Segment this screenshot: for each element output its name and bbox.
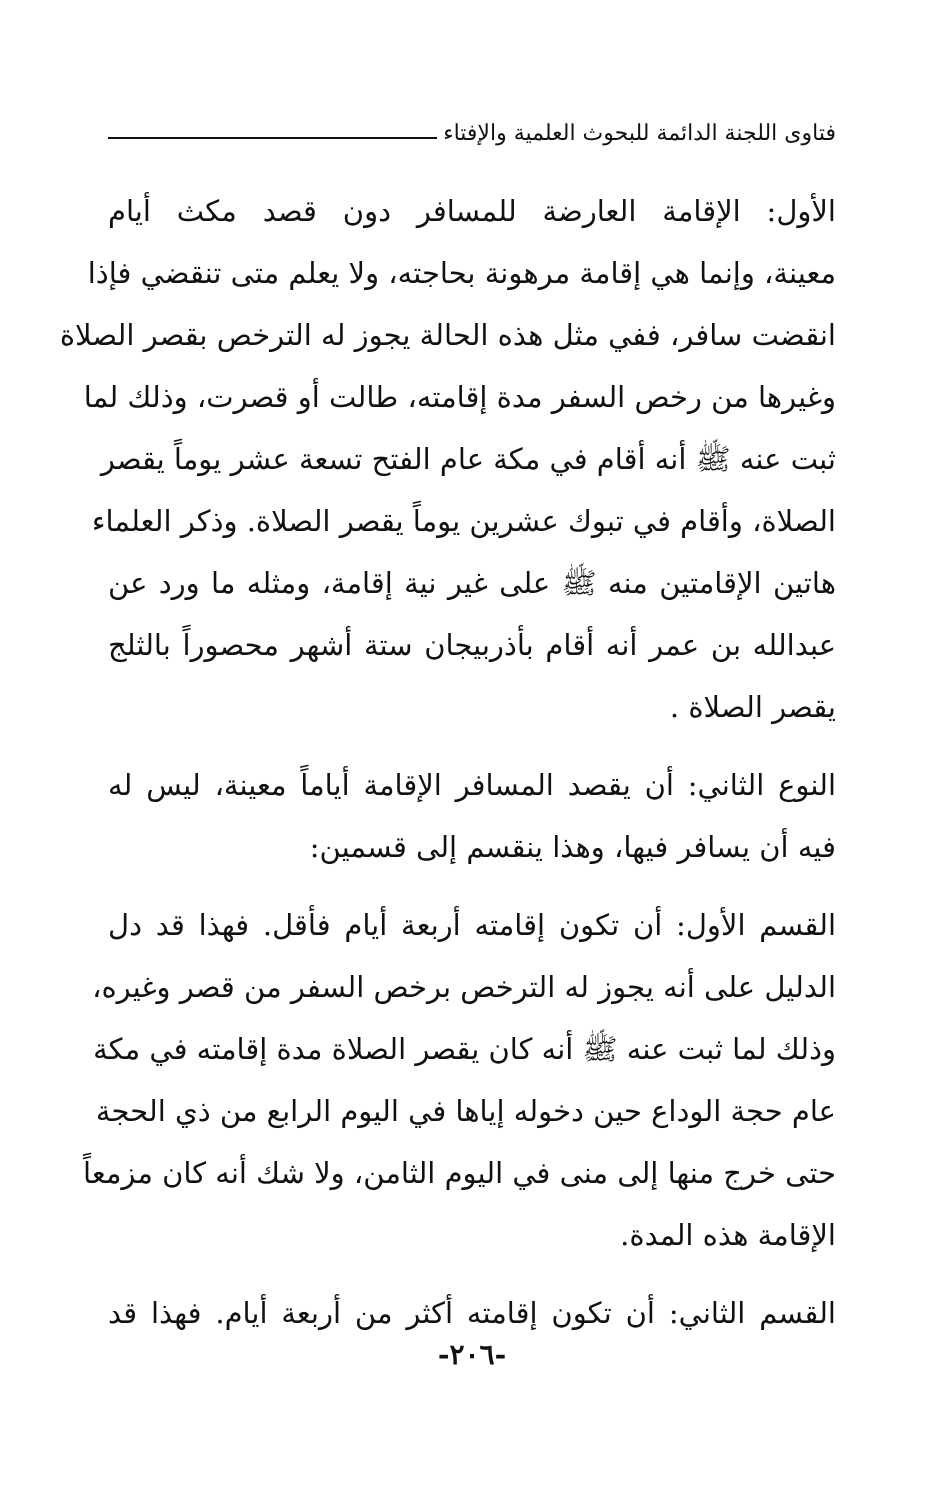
body-text [59,180,836,1344]
paragraph-gap [108,738,836,754]
paragraph [59,180,836,738]
header-rule [108,137,437,139]
text-line: الأول: الإقامة العارضة للمسافر دون قصد مكث أيام [108,194,836,228]
text-line: ثبت عنه ﷺ أنه أقام في مكة عام الفتح تسعة عشر يوماً يقصر [100,442,836,476]
text-line: يقصر الصلاة . [669,690,836,724]
paragraph-gap [108,1266,836,1282]
text-line: انقضت سافر، ففي مثل هذه الحالة يجوز له الترخص بقصر الصلاة [59,318,836,352]
text-line: معينة، وإنما هي إقامة مرهونة بحاجته، ولا يعلم متى تنقضي فإذا [87,256,836,290]
text-line: وغيرها من رخص السفر مدة إقامته، طالت أو قصرت، وذلك لما [83,380,836,414]
page-number: -٢٠٦- [437,1338,507,1371]
text-line: القسم الأول: أن تكون إقامته أربعة أيام فأقل. فهذا قد دل [108,908,836,942]
header-title: فتاوى اللجنة الدائمة للبحوث العلمية والإفتاء [443,120,836,146]
text-line: الدليل على أنه يجوز له الترخص برخص السفر من قصر وغيره، [92,970,836,1004]
paragraph [108,754,836,878]
text-line: عام حجة الوداع حين دخوله إياها في اليوم الرابع من ذي الحجة [95,1094,836,1128]
text-line: عبدالله بن عمر أنه أقام بأذربيجان ستة أشهر محصوراً بالثلج [108,628,836,662]
running-header [108,113,836,153]
paragraph [83,894,836,1266]
paragraph-gap [108,878,836,894]
text-line: الصلاة، وأقام في تبوك عشرين يوماً يقصر الصلاة. وذكر العلماء [91,504,836,538]
text-line: حتى خرج منها إلى منى في اليوم الثامن، ولا شك أنه كان مزمعاً [83,1156,836,1190]
text-line: فيه أن يسافر فيها، وهذا ينقسم إلى قسمين: [309,830,836,864]
text-line: النوع الثاني: أن يقصد المسافر الإقامة أياماً معينة، ليس له [108,768,836,802]
text-line: القسم الثاني: أن تكون إقامته أكثر من أربعة أيام. فهذا قد [108,1296,836,1330]
text-line: الإقامة هذه المدة. [620,1218,836,1252]
text-line: هاتين الإقامتين منه ﷺ على غير نية إقامة، ومثله ما ورد عن [108,566,836,600]
text-line: وذلك لما ثبت عنه ﷺ أنه كان يقصر الصلاة مدة إقامته في مكة [93,1032,836,1066]
paragraph [108,1282,836,1344]
